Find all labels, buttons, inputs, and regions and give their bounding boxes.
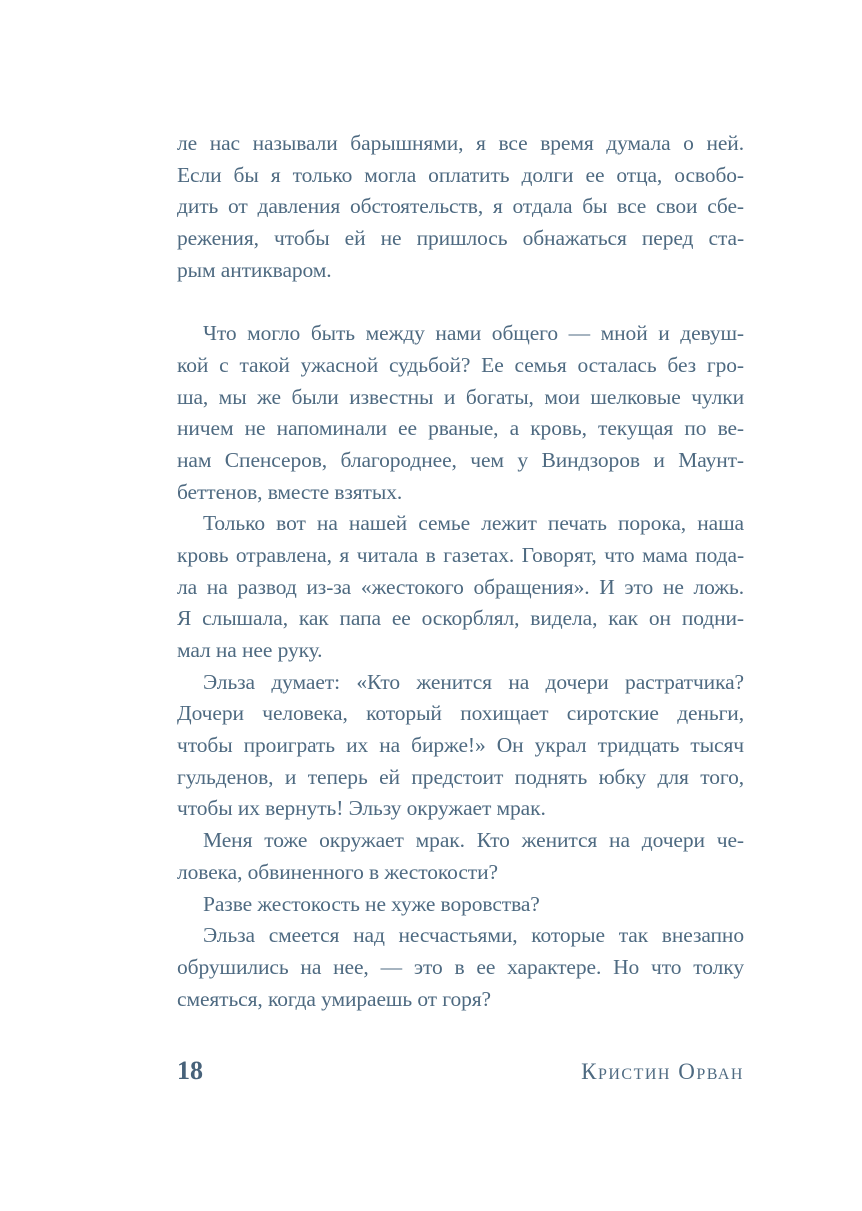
text-line: смеяться, когда умираешь от горя?	[177, 986, 491, 1011]
text-line: обрушились на нее, — это в ее характере. Но что толку	[177, 954, 744, 979]
text-line: кровь отравлена, я читала в газетах. Говорят, что мама пода-	[177, 542, 744, 567]
paragraph	[177, 667, 744, 825]
text-line: Только вот на нашей семье лежит печать порока, наша	[203, 511, 744, 536]
page-number: 18	[177, 1056, 203, 1085]
text-line: Что могло быть между нами общего — мной и девуш-	[203, 321, 744, 346]
paragraph	[177, 318, 744, 508]
text-line: беттенов, вместе взятых.	[177, 479, 403, 504]
text-line: Если бы я только могла оплатить долги ее отца, освобо-	[177, 162, 744, 187]
paragraph	[177, 508, 744, 666]
text-line: режения, чтобы ей не пришлось обнажаться перед ста-	[177, 226, 744, 251]
page-text	[177, 128, 744, 1015]
text-line: чтобы их вернуть! Эльзу окружает мрак.	[177, 796, 546, 821]
text-line: Дочери человека, который похищает сиротские деньги,	[177, 701, 744, 726]
text-line: чтобы проиграть их на бирже!» Он украл тридцать тысяч	[177, 733, 744, 758]
text-line: мал на нее руку.	[177, 638, 323, 662]
text-line: дить от давления обстоятельств, я отдала бы все свои сбе-	[177, 194, 744, 219]
text-line: кой с такой ужасной судьбой? Ее семья осталась без гро-	[177, 352, 744, 377]
page-footer	[177, 1056, 744, 1086]
running-footer-author: Кристин Орван	[581, 1059, 744, 1084]
text-line: Разве жестокость не хуже воровства?	[203, 891, 540, 916]
text-line: Меня тоже окружает мрак. Кто женится на дочери че-	[203, 828, 744, 853]
paragraph	[177, 825, 744, 888]
text-line: Эльза смеется над несчастьями, которые так внезапно	[203, 923, 744, 948]
text-line: ловека, обвиненного в жестокости?	[177, 859, 498, 884]
text-line: нам Спенсеров, благороднее, чем у Виндзоров и Маунт-	[177, 447, 744, 472]
paragraph	[177, 920, 744, 1015]
text-line: рым антикваром.	[177, 257, 332, 282]
text-line: ничем не напоминали ее рваные, а кровь, текущая по ве-	[177, 416, 744, 441]
text-line: Эльза думает: «Кто женится на дочери растратчика?	[203, 669, 744, 694]
text-line: ла на развод из-за «жестокого обращения». И это не ложь.	[177, 574, 744, 599]
text-line: ле нас называли барышнями, я все время думала о ней.	[177, 131, 744, 155]
text-line: гульденов, и теперь ей предстоит поднять юбку для того,	[177, 764, 744, 789]
text-line: Я слышала, как папа ее оскорблял, видела, как он подни-	[177, 606, 744, 631]
text-line: ша, мы же были известны и богаты, мои шелковые чулки	[177, 384, 744, 409]
paragraph	[177, 128, 744, 286]
paragraph	[177, 889, 744, 921]
